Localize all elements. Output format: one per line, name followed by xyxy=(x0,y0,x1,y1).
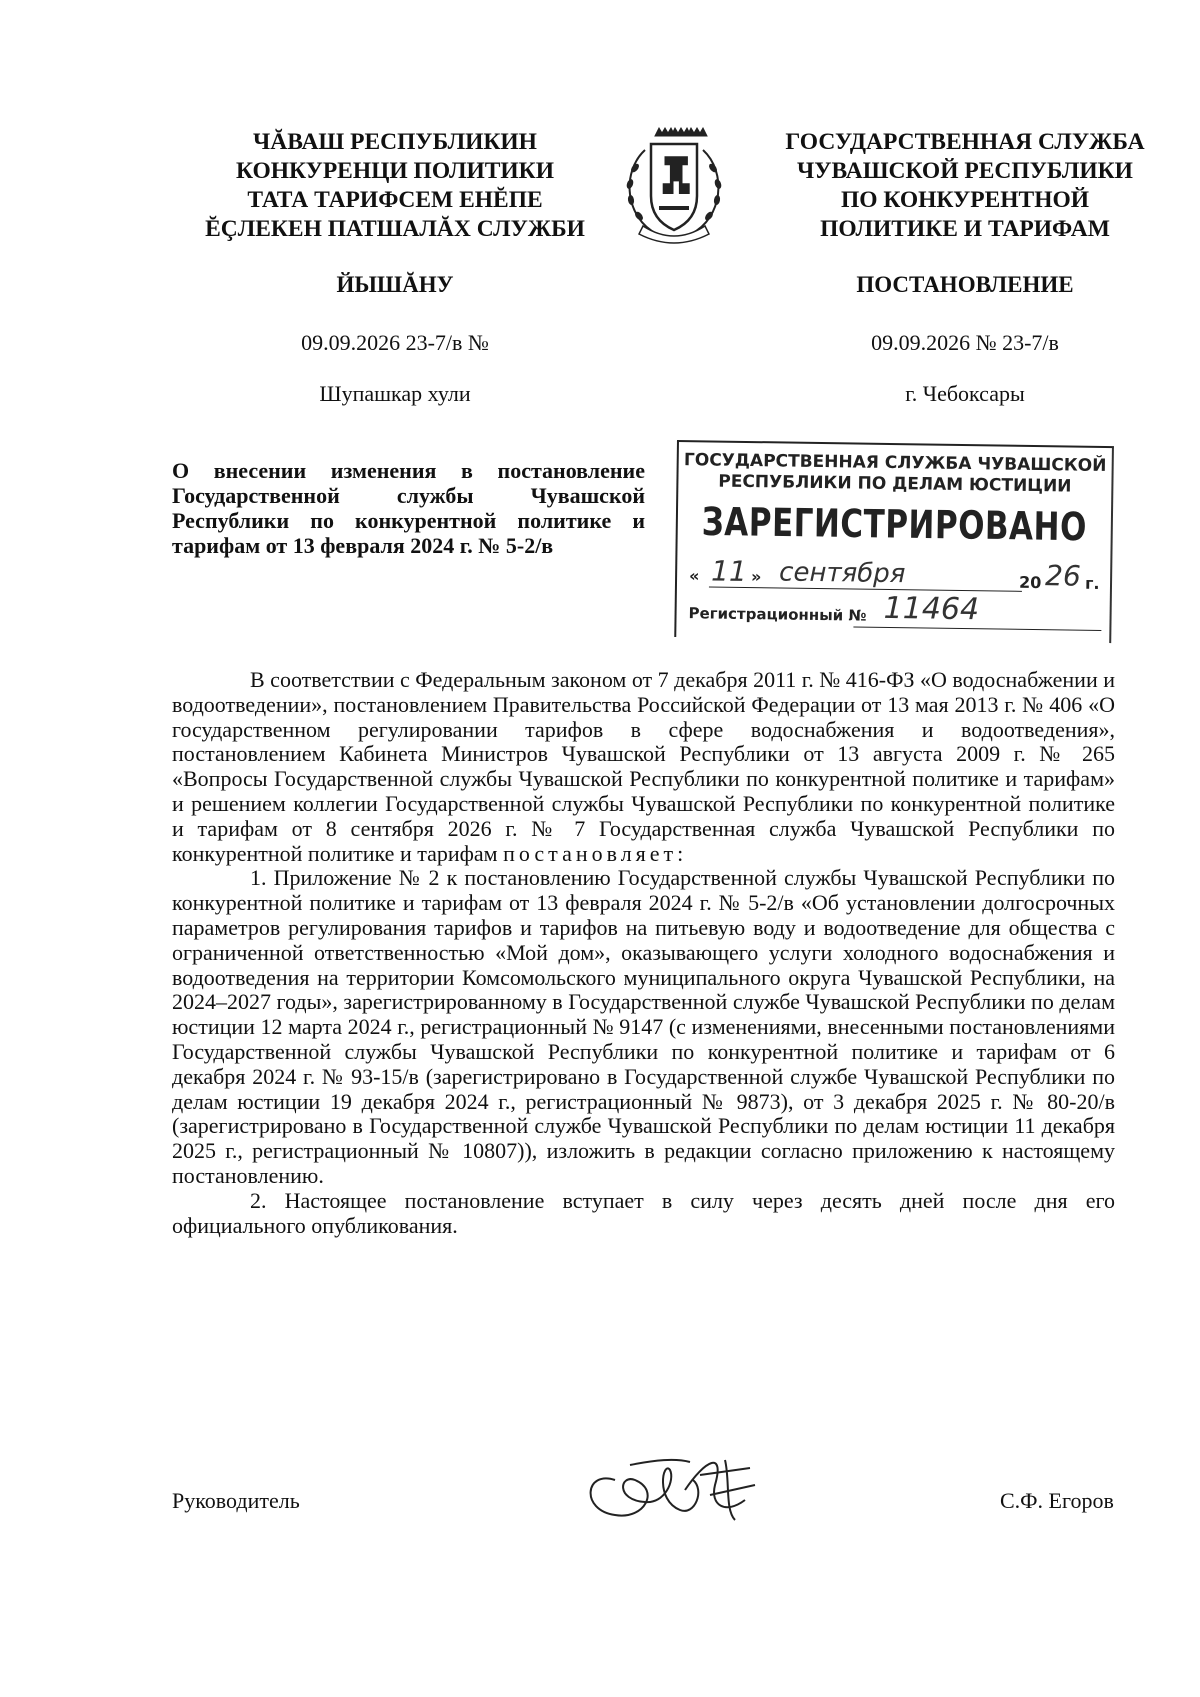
stamp-date-open-quote: « xyxy=(688,566,700,586)
body-intro-text: В соответствии с Федеральным законом от 7 декабря 2011 г. № 416-ФЗ «О водоснабжении и водоотведении», постановлением Правительства Российской Федерации от 13 мая 2013 г. № 406 «О государственном регулировании тарифов в сфере водоснабжения и водоотведения», постановлением Кабинета Министров Чувашской Республики от 13 августа 2009 г. № 265 «Вопросы Государственной службы Чувашской Республики по конкурентной политике и тарифам» и решением коллегии Государственной службы Чувашской Республики по конкурентной политике и тарифам от 8 сентября 2026 г. № 7 Государственная служба Чувашской Республики по конкурентной политике и тарифам xyxy=(172,667,1115,866)
stamp-year-suffix: 26 xyxy=(1044,559,1082,593)
header-left-line: ЧĂВАШ РЕСПУБЛИКИН xyxy=(253,129,537,155)
stamp-reg-label: Регистрационный № xyxy=(688,604,867,625)
registration-stamp xyxy=(674,440,1114,643)
city-right: г. Чебоксары xyxy=(905,381,1025,406)
chuvash-coat-of-arms-icon xyxy=(615,122,733,244)
doc-number-right: 09.09.2026 № 23-7/в xyxy=(871,330,1059,355)
stamp-year-prefix: 20 xyxy=(1018,572,1042,593)
doc-kind-right: ПОСТАНОВЛЕНИЕ xyxy=(856,272,1074,297)
header-right-line: ПО КОНКУРЕНТНОЙ xyxy=(840,187,1090,213)
doc-number-left: 09.09.2026 23-7/в № xyxy=(301,330,489,355)
header-left-line: ĔÇЛЕКЕН ПАТШАЛĂХ СЛУЖБИ xyxy=(205,216,585,242)
stamp-status: ЗАРЕГИСТРИРОВАНО xyxy=(701,499,1088,551)
stamp-reg-line xyxy=(688,590,1101,628)
stamp-reg-number: 11464 xyxy=(883,590,980,628)
document-body xyxy=(172,668,1115,1238)
stamp-date-close-quote: » xyxy=(750,567,762,587)
signature-name: С.Ф. Егоров xyxy=(1000,1488,1114,1513)
header-right-line: ГОСУДАРСТВЕННАЯ СЛУЖБА xyxy=(785,129,1145,155)
stamp-org-line: ГОСУДАРСТВЕННАЯ СЛУЖБА ЧУВАШСКОЙ xyxy=(683,450,1107,476)
stamp-date-month: сентября xyxy=(778,557,906,590)
body-intro xyxy=(172,668,1115,866)
doc-kind-left: ЙЫШĂНУ xyxy=(336,272,454,297)
body-point-1: 1. Приложение № 2 к постановлению Государственной службы Чувашской Республики по конкурентной политике и тарифам от 13 февраля 2024 г. № 5-2/в «Об установлении долгосрочных параметров регулирования тарифов и тарифов на питьевую воду и водоотведение для общества с ограниченной ответственностью «Мой дом», оказывающего услуги холодного водоснабжения и водоотведения на территории Комсомольского муниципального округа Чувашской Республики, на 2024–2027 годы», зарегистрированному в Государственной службе Чувашской Республики по делам юстиции 12 марта 2024 г., регистрационный № 9147 (с изменениями, внесенными постановлениями Государственной службы Чувашской Республики по конкурентной политике и тарифам от 6 декабря 2024 г. № 93-15/в (зарегистрировано в Государственной службе Чувашской Республики по делам юстиции 19 декабря 2024 г., регистрационный № 9873), от 3 декабря 2025 г. № 80-20/в (зарегистрировано в Государственной службе Чувашской Республики по делам юстиции 11 декабря 2025 г., регистрационный № 10807)), изложить в редакции согласно приложению к настоящему постановлению. xyxy=(172,865,1115,1188)
header-right-org xyxy=(770,128,1160,244)
signature-position: Руководитель xyxy=(172,1488,300,1513)
city-left: Шупашкар хули xyxy=(319,381,471,406)
document-subject: О внесении изменения в постановление Государственной службы Чувашской Республики по конкурентной политике и тарифам от 13 февраля 2024 г. № 5-2/в xyxy=(172,458,645,558)
header-right-line: ПОЛИТИКЕ И ТАРИФАМ xyxy=(820,216,1110,242)
stamp-org-line: РЕСПУБЛИКИ ПО ДЕЛАМ ЮСТИЦИИ xyxy=(718,471,1072,497)
header-left-line: ТАТА ТАРИФСЕМ ЕНĔПЕ xyxy=(247,187,543,213)
header-left-org xyxy=(170,128,620,244)
body-intro-decree: постановляет: xyxy=(503,840,688,866)
body-point-2: 2. Настоящее постановление вступает в силу через десять дней после дня его официального опубликования. xyxy=(172,1187,1115,1238)
stamp-date-day: 11 xyxy=(710,554,748,588)
header-right-line: ЧУВАШСКОЙ РЕСПУБЛИКИ xyxy=(797,158,1133,184)
header-left-line: КОНКУРЕНЦИ ПОЛИТИКИ xyxy=(235,158,555,184)
handwritten-signature-icon xyxy=(575,1440,775,1530)
stamp-year-tail: г. xyxy=(1084,573,1100,593)
